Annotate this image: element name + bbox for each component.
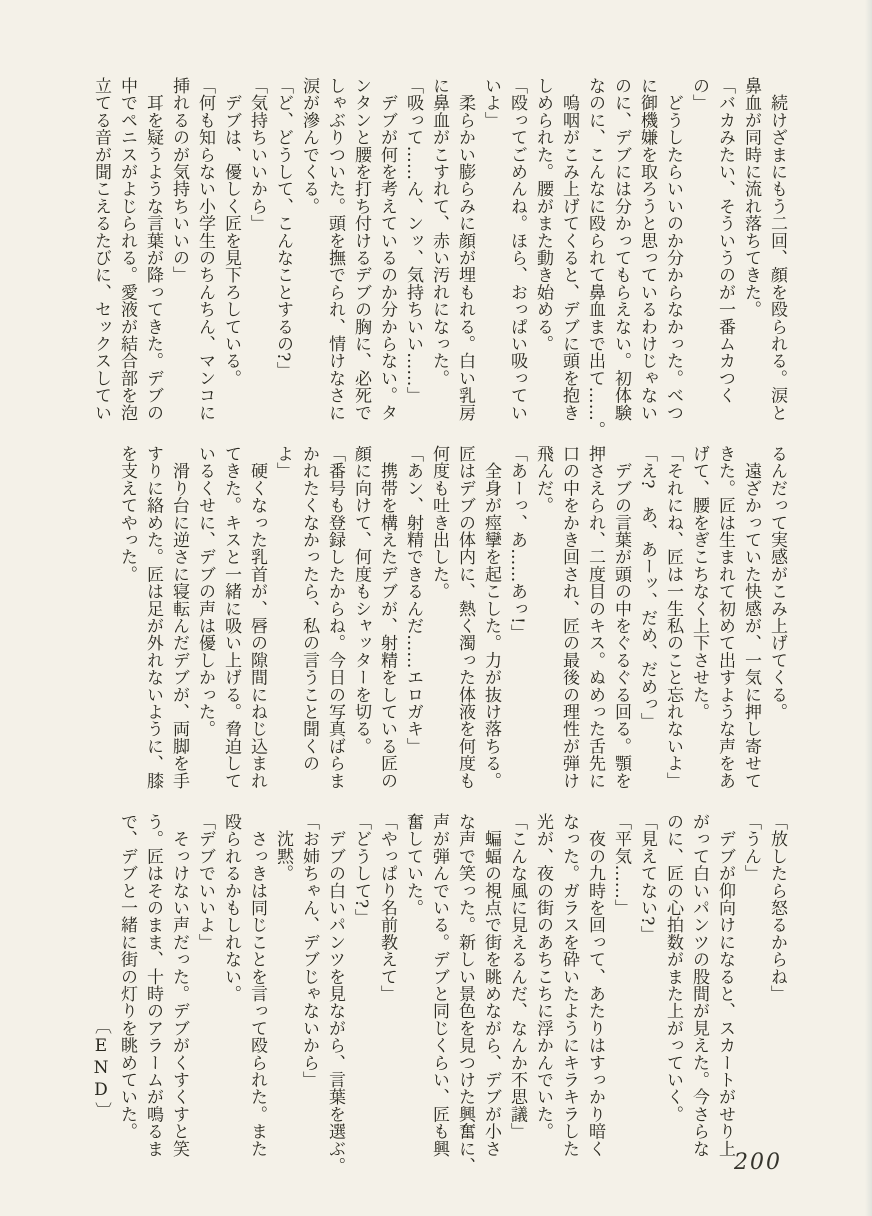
text-line: 蝙蝠の視点で街を眺めながら、デブが小さ — [481, 813, 501, 1157]
text-line: 「見えてない?」 — [637, 813, 657, 943]
text-block-middle — [84, 445, 790, 795]
text-line: 飛んだ。 — [533, 445, 553, 514]
text-line: 続けざまにもう二回、顔を殴られる。涙と — [767, 77, 787, 421]
text-line: がって白いパンツの股間が見えた。今さらな — [689, 813, 709, 1157]
text-line: 「何も知らない小学生のちんちん、マンコに — [195, 77, 215, 421]
text-line: かれたくなかったら、私の言うこと聞くの — [299, 445, 319, 772]
text-line: の」 — [689, 77, 709, 112]
text-line: 涙が滲んでくる。 — [299, 77, 319, 215]
text-line: そっけない声だった。デブがくすくすと笑 — [169, 813, 189, 1157]
text-line: 滑り台に逆さに寝転んだデブが、両脚を手 — [169, 445, 189, 789]
text-line: 「平気……」 — [611, 813, 631, 917]
text-block-top — [84, 77, 790, 439]
text-line: 「放したら怒るからね」 — [767, 813, 787, 1003]
text-line: 嗚咽がこみ上げてくると、デブに頭を抱き — [559, 77, 579, 421]
text-line: きた。匠は生まれて初めて出すような声をあ — [715, 445, 735, 789]
text-line: 携帯を構えたデブが、射精をしている匠の — [377, 445, 397, 789]
text-line: 「番号も登録したからね。今日の写真ばらま — [325, 445, 345, 789]
text-line: 奮していた。 — [403, 813, 423, 917]
text-line: 何度も吐き出した。 — [429, 445, 449, 600]
text-line: 光が、夜の街のあちこちに浮かんでいた。 — [533, 813, 553, 1140]
text-line: よ」 — [273, 445, 293, 480]
text-line: すりに絡めた。匠は足が外れないように、膝 — [143, 445, 163, 789]
text-line: しめられた。腰がまた動き始める。 — [533, 77, 553, 353]
text-line: を支えてやった。 — [117, 445, 137, 583]
text-line: 〔END〕 — [91, 1017, 111, 1121]
text-line: 中でペニスがよじられる。愛液が結合部を泡 — [117, 77, 137, 421]
text-line: げて、腰をぎこちなく上下させた。 — [689, 445, 709, 721]
text-line: 「気持ちいいから」 — [247, 77, 267, 232]
text-line: いるくせに、デブの声は優しかった。 — [195, 445, 215, 738]
text-line: デブの白いパンツを見ながら、言葉を選ぶ。 — [325, 813, 345, 1175]
text-line: に御機嫌を取ろうと思っているわけじゃない — [637, 77, 657, 421]
text-line: のに、匠の心拍数がまた上がっていく。 — [663, 813, 683, 1123]
text-line: 立てる音が聞こえるたびに、セックスしてい — [91, 77, 111, 421]
text-line: 「こんな風に見えるんだ、なんか不思議」 — [507, 813, 527, 1140]
text-line: なのに、こんなに殴られて鼻血まで出て……。 — [585, 77, 605, 439]
text-line: 遠ざかっていた快感が、一気に押し寄せて — [741, 445, 761, 789]
text-line: う。匠はそのまま、十時のアラームが鳴るま — [143, 813, 163, 1157]
text-line: 硬くなった乳首が、唇の隙間にねじ込まれ — [247, 445, 267, 789]
text-line: しゃぶりついた。頭を撫でられ、情けなさに — [325, 77, 345, 421]
text-line: 匠はデブの体内に、熱く濁った体液を何度も — [455, 445, 475, 789]
text-line: 「どうして?」 — [351, 813, 371, 926]
text-line: デブが仰向けになると、スカートがせり上 — [715, 813, 735, 1157]
page-number: 200 — [734, 1150, 782, 1175]
text-line: 柔らかい膨らみに顔が埋もれる。白い乳房 — [455, 77, 475, 421]
text-line: 顔に向けて、何度もシャッターを切る。 — [351, 445, 371, 755]
text-line: 「お姉ちゃん、デブじゃないから」 — [299, 813, 319, 1089]
text-line: 声が弾んでいる。デブと同じくらい、匠も興 — [429, 813, 449, 1157]
text-line: 「それにね、匠は一生私のこと忘れないよ」 — [663, 445, 683, 789]
text-line: 「うん」 — [741, 813, 761, 882]
text-line: デブの言葉が頭の中をぐるぐる回る。顎を — [611, 445, 631, 789]
text-line: 夜の九時を回って、あたりはすっかり暗く — [585, 813, 605, 1157]
text-line: 「え? あ、あーッ、だめ、だめっ」 — [637, 445, 657, 730]
text-line: いよ」 — [481, 77, 501, 129]
text-line: 「あーっ、あ……あっ!」 — [507, 445, 527, 642]
text-line: 全身が痙攣を起こした。力が抜け落ちる。 — [481, 445, 501, 789]
text-line: 耳を疑うような言葉が降ってきた。デブの — [143, 77, 163, 421]
text-line: さっきは同じことを言って殴られた。また — [247, 813, 267, 1157]
text-line: 沈黙。 — [273, 813, 293, 882]
text-line: 殴られるかもしれない。 — [221, 813, 241, 1003]
text-line: デブが何を考えているのか分からない。タ — [377, 77, 397, 421]
text-line: 「殴ってごめんね。ほら、おっぱい吸ってい — [507, 77, 527, 421]
text-line: 「デブでいいよ」 — [195, 813, 215, 951]
text-line: デブは、優しく匠を見下ろしている。 — [221, 77, 241, 387]
scan-edge-shadow — [865, 0, 872, 1216]
text-line: 押さえられ、二度目のキス。ぬめった舌先に — [585, 445, 605, 789]
text-line: 口の中をかき回され、匠の最後の理性が弾け — [559, 445, 579, 789]
text-line: で、デブと一緒に街の灯りを眺めていた。 — [117, 813, 137, 1140]
text-line: ンタンと腰を打ち付けるデブの胸に、必死で — [351, 77, 371, 421]
text-line: 「吸って……ん、ンッ、気持ちいい……」 — [403, 77, 423, 404]
text-line: 「バカみたい、そういうのが一番ムカつく — [715, 77, 735, 404]
text-line: 「やっぱり名前教えて」 — [377, 813, 397, 1003]
text-line: 「あン、射精できるんだ……エロガキ」 — [403, 445, 423, 755]
text-line: てきた。キスと一緒に吸い上げる。脅迫して — [221, 445, 241, 789]
text-line: な声で笑った。新しい景色を見つけた興奮に、 — [455, 813, 475, 1175]
text-line: なった。ガラスを砕いたようにキラキラした — [559, 813, 579, 1157]
text-line: 鼻血が同時に流れ落ちてきた。 — [741, 77, 761, 318]
text-line: どうしたらいいのか分からなかった。べつ — [663, 77, 683, 421]
text-block-bottom — [84, 813, 790, 1175]
text-line: 「ど、どうして、こんなことするの?」 — [273, 77, 293, 379]
text-line: に鼻血がこすれて、赤い汚れになった。 — [429, 77, 449, 387]
text-line: るんだって実感がこみ上げてくる。 — [767, 445, 787, 721]
text-line: のに、デブには分かってもらえない。初体験 — [611, 77, 631, 421]
text-line: 挿れるのが気持ちいいの」 — [169, 77, 189, 284]
